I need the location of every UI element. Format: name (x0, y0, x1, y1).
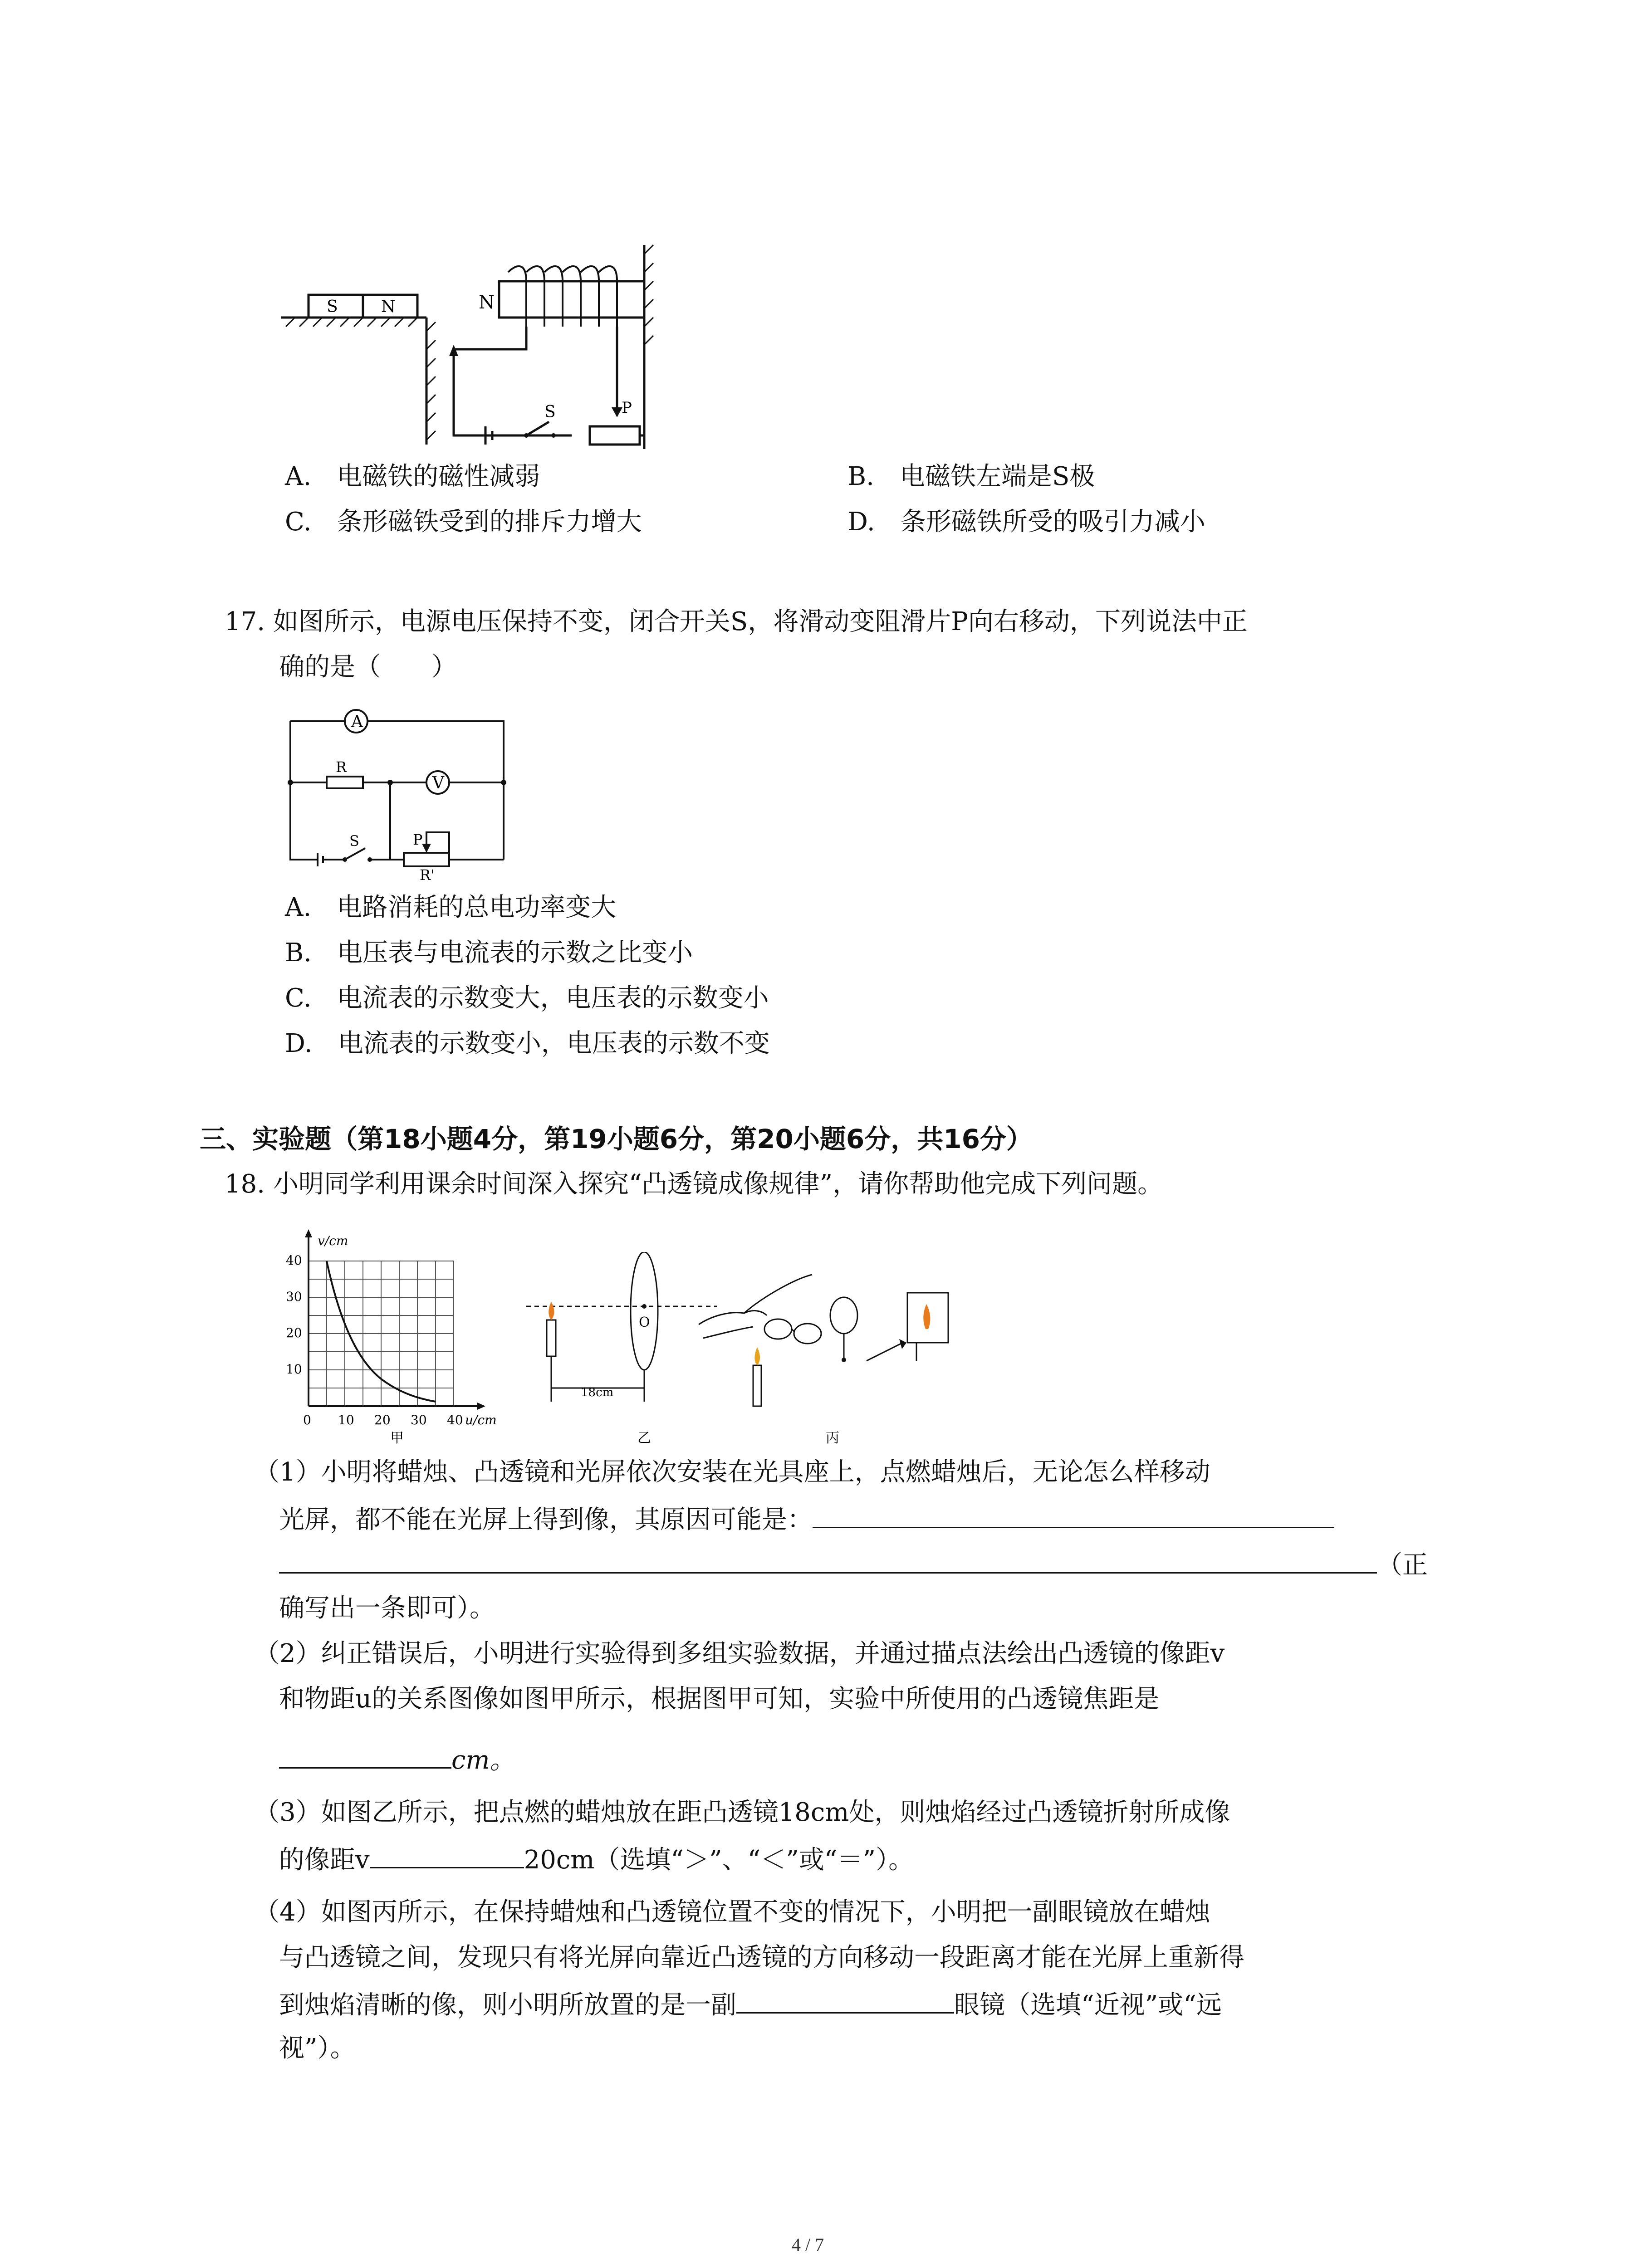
q18-p1-line4: 确写出一条即可）。 (279, 1593, 495, 1623)
q17-ammeter-label: A (351, 713, 363, 731)
q18-fig-b-center-label: O (639, 1315, 650, 1330)
q18-p4-line1: （4）如图丙所示，在保持蜡烛和凸透镜位置不变的情况下，小明把一副眼镜放在蜡烛 (254, 1897, 1210, 1927)
q16-option-a-text: 电磁铁的磁性减弱 (337, 462, 540, 491)
section3-heading: 三、实验题（第18小题4分，第19小题6分，第20小题6分，共16分） (200, 1124, 1033, 1154)
q18-p2-answer-blank[interactable] (279, 1742, 451, 1769)
q18-fig-c-glasses (694, 1261, 966, 1447)
q18-p4-line4: 视”）。 (279, 2033, 356, 2063)
q17-rheostat-label: R' (420, 866, 435, 880)
q16-slider-label: P (622, 399, 632, 417)
q16-option-b (847, 460, 1095, 493)
q18-fig-b-distance-label: 18cm (581, 1386, 614, 1399)
q18-fig-a-ytick-10: 10 (286, 1362, 302, 1377)
q16-option-a (285, 460, 540, 493)
q18-fig-a-xtick-20: 20 (374, 1413, 391, 1427)
q16-option-d-text: 条形磁铁所受的吸引力减小 (900, 507, 1205, 537)
q18-fig-a-label: 甲 (390, 1430, 404, 1446)
q18-p1-line3 (279, 1547, 1428, 1582)
q18-fig-a-ytick-20: 20 (286, 1325, 302, 1340)
q18-stem: 18. 小明同学利用课余时间深入探究“凸透镜成像规律”，请你帮助他完成下列问题。 (225, 1169, 1163, 1199)
q17-option-a (285, 891, 616, 924)
q18-p2-line3-tail: cm。 (451, 1745, 515, 1775)
q17-option-b-text: 电压表与电流表的示数之比变小 (337, 938, 693, 968)
q17-option-c (285, 982, 769, 1015)
q17-stem-line2: 确的是（ ） (279, 652, 457, 682)
q18-p3-line2 (279, 1842, 914, 1877)
q18-p1-answer-blank-1[interactable] (813, 1501, 1334, 1528)
q18-fig-c-label: 丙 (826, 1430, 839, 1446)
q16-option-d-label: D. (847, 507, 875, 537)
q17-switch-label: S (349, 832, 359, 850)
q16-option-b-label: B. (847, 462, 874, 491)
q17-option-b (285, 937, 693, 969)
q17-option-c-label: C. (285, 983, 312, 1013)
q18-p4-answer-blank[interactable] (736, 1987, 954, 2014)
q18-p2-line1: （2）纠正错误后，小明进行实验得到多组实验数据，并通过描点法绘出凸透镜的像距v (254, 1639, 1225, 1668)
q16-magnet-n-label: N (381, 298, 396, 316)
q18-p3-line2-head: 的像距v (279, 1845, 370, 1875)
q18-fig-b-label: 乙 (637, 1430, 651, 1446)
q18-fig-a-ytick-40: 40 (286, 1253, 302, 1268)
q16-switch-label: S (544, 403, 556, 421)
q18-p1-line2 (279, 1501, 1334, 1536)
q18-fig-a-graph (281, 1225, 513, 1447)
q17-circuit-figure (277, 699, 513, 880)
q18-p1-line2-text: 光屏，都不能在光屏上得到像，其原因可能是： (279, 1505, 813, 1535)
page-number: 4 / 7 (792, 2234, 824, 2255)
q18-p1-line1: （1）小明将蜡烛、凸透镜和光屏依次安装在光具座上，点燃蜡烛后，无论怎么样移动 (254, 1457, 1210, 1487)
q17-option-b-label: B. (285, 938, 312, 968)
q18-fig-a-xtick-40: 40 (447, 1413, 463, 1427)
q18-fig-a-xtick-10: 10 (338, 1413, 354, 1427)
q18-p2-line2: 和物距u的关系图像如图甲所示，根据图甲可知，实验中所使用的凸透镜焦距是 (279, 1684, 1160, 1714)
q17-stem-line1: 17. 如图所示，电源电压保持不变，闭合开关S，将滑动变阻滑片P向右移动，下列说法中正 (225, 607, 1248, 636)
q16-coil-n-label: N (479, 292, 495, 313)
q17-option-d-label: D. (285, 1029, 313, 1058)
q18-p3-answer-blank[interactable] (370, 1842, 524, 1868)
q18-p4-line2: 与凸透镜之间，发现只有将光屏向靠近凸透镜的方向移动一段距离才能在光屏上重新得 (279, 1943, 1244, 1972)
q16-option-a-label: A. (285, 462, 312, 491)
q17-option-a-text: 电路消耗的总电功率变大 (337, 893, 617, 922)
q16-magnet-s-label: S (327, 298, 338, 316)
q18-p4-line3 (279, 1987, 1222, 2022)
q17-option-c-text: 电流表的示数变大，电压表的示数变小 (337, 983, 769, 1013)
q18-p3-line1: （3）如图乙所示，把点燃的蜡烛放在距凸透镜18cm处，则烛焰经过凸透镜折射所成像 (254, 1798, 1230, 1827)
q17-option-a-label: A. (285, 893, 312, 922)
q18-p3-line2-tail: 20cm（选填“＞”、“＜”或“＝”）。 (524, 1845, 914, 1875)
q16-option-d (847, 506, 1205, 538)
q17-slider-label: P (413, 831, 423, 848)
q18-p1-answer-blank-2[interactable] (279, 1547, 1377, 1574)
q18-fig-a-ylabel: v/cm (318, 1233, 348, 1248)
q18-fig-a-xtick-0: 0 (303, 1413, 311, 1427)
q18-fig-a-xlabel: u/cm (465, 1413, 497, 1427)
q18-p4-line3-tail: 眼镜（选填“近视”或“远 (954, 1990, 1222, 2020)
q18-p1-line3-tail: （正 (1377, 1550, 1428, 1580)
q16-option-c-text: 条形磁铁受到的排斥力增大 (337, 507, 642, 537)
q17-option-d (285, 1027, 770, 1060)
q16-electromagnet-figure (272, 236, 681, 463)
q16-option-c-label: C. (285, 507, 312, 537)
q18-fig-a-xtick-30: 30 (411, 1413, 427, 1427)
q18-p2-line3 (279, 1742, 515, 1777)
q17-option-d-text: 电流表的示数变小，电压表的示数不变 (338, 1029, 770, 1058)
q18-p4-line3-head: 到烛焰清晰的像，则小明所放置的是一副 (279, 1990, 736, 2020)
q16-option-b-text: 电磁铁左端是S极 (899, 462, 1095, 491)
q17-resistor-label: R (336, 758, 347, 776)
q17-voltmeter-label: V (432, 774, 444, 792)
q18-fig-a-ytick-30: 30 (286, 1289, 302, 1304)
q16-option-c (285, 506, 642, 538)
